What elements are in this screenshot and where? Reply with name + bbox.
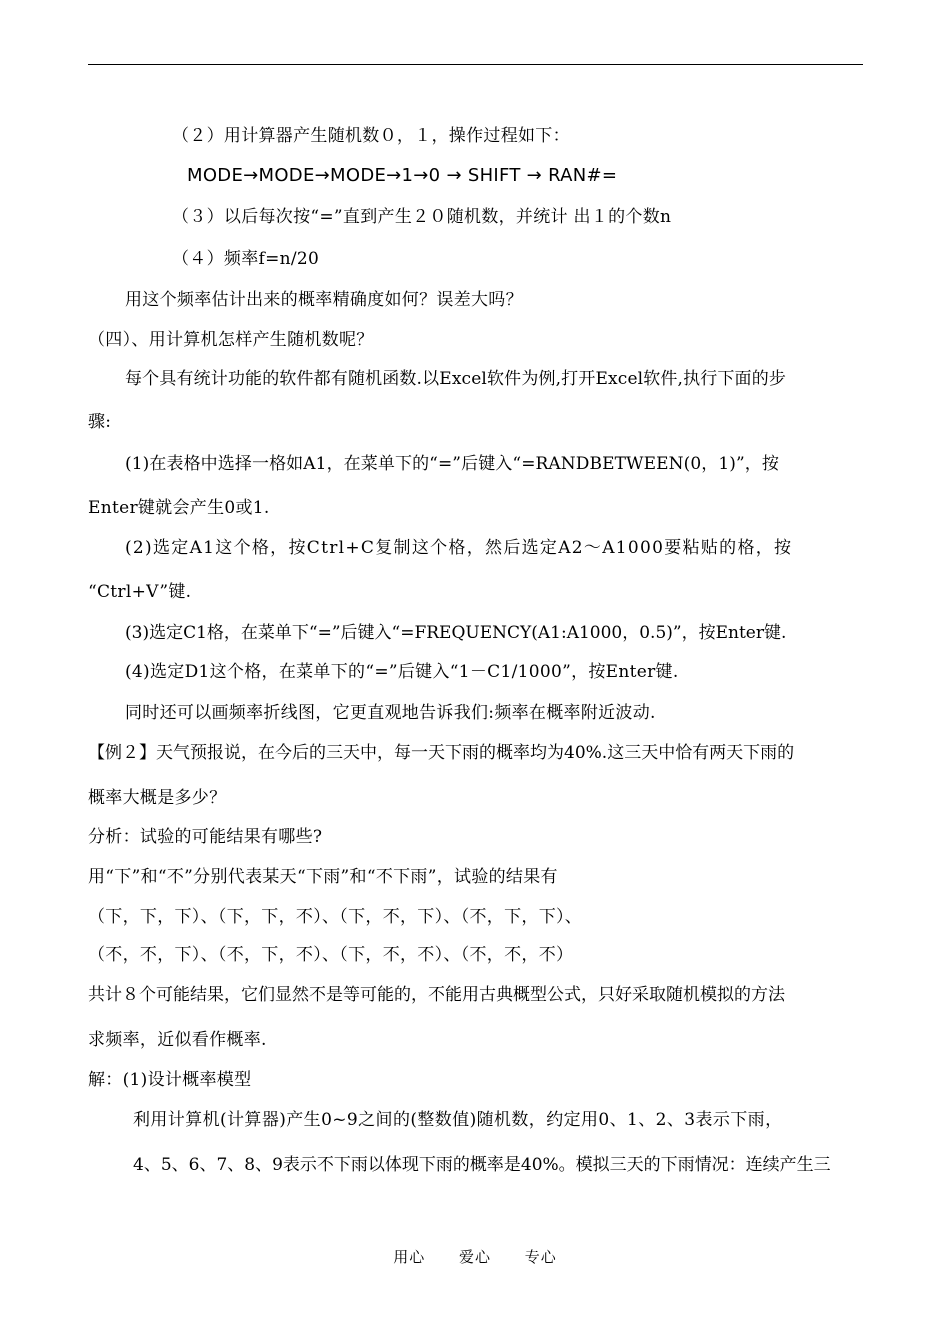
calculator-key-sequence: MODE→MODE→MODE→1→0 → SHIFT → RAN#=: [187, 165, 618, 186]
excel-step-1-line-2: Enter键就会产生0或1.: [88, 498, 270, 518]
notation-explanation: 用“下”和“不”分别代表某天“下雨”和“不下雨”，试验的结果有: [88, 867, 558, 887]
step-4-text: （４）频率f=n/20: [172, 249, 320, 269]
example-2-line-2: 概率大概是多少？: [88, 788, 227, 808]
header-rule: [88, 64, 863, 65]
step-2-text: （２）用计算器产生随机数０，１，操作过程如下：: [172, 126, 570, 146]
solution-step-1: 解：(1)设计概率模型: [88, 1070, 252, 1090]
example-2-line-1: 【例２】天气预报说，在今后的三天中，每一天下雨的概率均为40%.这三天中恰有两天下雨的: [88, 743, 795, 763]
excel-step-4: (4)选定D1这个格，在菜单下的“=”后键入“1－C1/1000”，按Enter键.: [125, 662, 679, 682]
outcomes-summary-line-1: 共计８个可能结果，它们显然不是等可能的，不能用古典概型公式，只好采取随机模拟的方法: [88, 985, 785, 1005]
excel-step-2-line-1: (2)选定A1这个格，按Ctrl+C复制这个格，然后选定A2～A1000要粘贴的格，按: [125, 538, 793, 558]
excel-intro-line-2: 骤:: [88, 412, 112, 432]
outcomes-summary-line-2: 求频率，近似看作概率.: [88, 1030, 267, 1050]
outcomes-row-2: （不，不，下）、（不，下，不）、（下，不，不）、（不，不，不）: [88, 945, 574, 965]
excel-step-2-line-2: “Ctrl+V”键.: [88, 582, 192, 602]
step-3-text: （３）以后每次按“=”直到产生２０随机数，并统计 出１的个数n: [172, 207, 672, 227]
page-footer: [0, 1246, 950, 1268]
section-four-heading: （四）、用计算机怎样产生随机数呢？: [88, 330, 374, 350]
frequency-chart-note: 同时还可以画频率折线图，它更直观地告诉我们:频率在概率附近波动.: [125, 703, 656, 723]
excel-intro-line-1: 每个具有统计功能的软件都有随机函数.以Excel软件为例,打开Excel软件,执行下面的步: [125, 369, 786, 389]
excel-step-1-line-1: (1)在表格中选择一格如A1，在菜单下的“=”后键入“=RANDBETWEEN(0，1)”，按: [125, 454, 780, 474]
outcomes-row-1: （下，下，下）、（下，下，不）、（下，不，下）、（不，下，下）、: [88, 907, 583, 927]
analysis-heading: 分析：试验的可能结果有哪些?: [88, 827, 323, 847]
solution-body-line-2: 4、5、6、7、8、9表示不下雨以体现下雨的概率是40%。模拟三天的下雨情况：连续产生三: [133, 1155, 831, 1175]
footer-word-1: 用心: [393, 1248, 426, 1266]
footer-word-2: 爱心: [458, 1248, 491, 1266]
accuracy-question: 用这个频率估计出来的概率精确度如何？误差大吗？: [125, 290, 523, 310]
footer-word-3: 专心: [524, 1248, 557, 1266]
solution-body-line-1: 利用计算机(计算器)产生0~9之间的(整数值)随机数，约定用0、1、2、3表示下雨，: [133, 1110, 783, 1130]
excel-step-3: (3)选定C1格，在菜单下“=”后键入“=FREQUENCY(A1:A1000，0.5)”，按Enter键.: [125, 623, 787, 643]
